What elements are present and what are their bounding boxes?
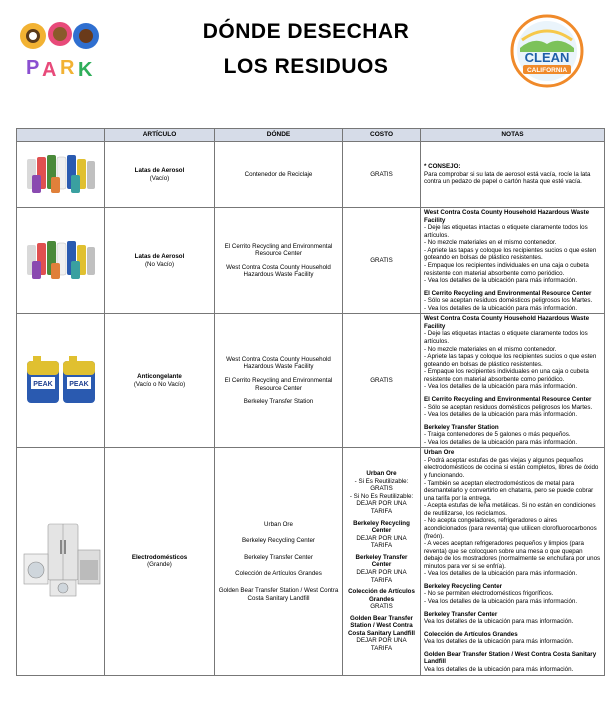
svg-text:R: R [60, 57, 75, 79]
notes-line: - A veces aceptan refrigeradores pequeños y limpios (para reventa) que se colocquen sobre una mesa o que quepan debajo de los mostradores (normalmente se enchufara por unos minutos para ver si se enfría). [424, 540, 601, 570]
cost-line: - Si No Es Reutilizable: [349, 492, 414, 500]
table-row [17, 208, 605, 314]
costo-cell: GRATIS [343, 314, 421, 448]
cost-block [345, 470, 418, 515]
donde-cell [215, 314, 343, 448]
donde-location: Berkeley Transfer Station [243, 398, 314, 406]
cost-line: - Si Es Reutilizable: [354, 477, 409, 485]
notes-line: - Vea los detalles de la ubicación para más información. [424, 277, 578, 285]
notes-heading: Berkeley Transfer Station [424, 423, 499, 431]
donde-location: Colección de Artículos Grandes [235, 570, 322, 578]
notes-heading: Berkeley Transfer Center [424, 610, 498, 618]
cost-line: TARIFA [370, 508, 393, 516]
table-row [17, 314, 605, 448]
notes-line: - Vea los detalles de la ubicación para más información. [424, 304, 578, 312]
articulo-name: Electrodomésticos [131, 553, 188, 561]
aerosol-image [17, 142, 105, 208]
notes-line: Vea los detalles de la ubicación para mas información. [424, 618, 574, 626]
antifreeze-image [17, 314, 105, 448]
articulo-cell [105, 142, 215, 208]
notes-line: - Acepta estufas de leña metálicas. Si no están en condiciones de reutilizarse, los reciclamos. [424, 502, 596, 517]
notes-line: - Empaque los recipientes individuales en una caja o cubeta resistente con material absorbente como periódico. [424, 368, 589, 383]
notes-line: - Sólo se aceptan residuos domésticos peligrosos los Martes. [424, 403, 593, 411]
logo-california-text: CALIFORNIA [526, 67, 568, 74]
notes-heading: Golden Bear Transfer Station / West Contra Costa Sanitary Landfill [424, 650, 597, 666]
header-articulo: ARTÍCULO [105, 129, 215, 142]
notes-heading: * CONSEJO: [424, 163, 461, 171]
notas-cell [421, 448, 605, 675]
notes-line: - Deje las etiquetas intactas o etiquete claramente todos los artículos. [424, 224, 588, 239]
donde-cell [215, 448, 343, 675]
page-title-line1: DÓNDE DESECHAR [202, 20, 410, 43]
header-donde: DÓNDE [215, 129, 343, 142]
waste-table [16, 128, 605, 676]
notes-heading: El Cerrito Recycling and Environmental Resource Center [424, 289, 592, 297]
articulo-cell [105, 208, 215, 314]
articulo-cell [105, 314, 215, 448]
cost-line: DEJAR POR UNA [356, 568, 407, 576]
costo-cell: GRATIS [343, 142, 421, 208]
svg-text:P: P [26, 57, 40, 79]
notes-line: - No se permiten electrodomésticos frigoríficos. [424, 590, 554, 598]
appliances-image-art [20, 520, 102, 600]
notes-line: - Vea los detalles de la ubicación para más información. [424, 570, 578, 578]
donde-location: Urban Ore [264, 520, 293, 528]
notes-heading: Colección de Artículos Grandes [424, 630, 518, 638]
notes-heading: El Cerrito Recycling and Environmental Resource Center [424, 395, 592, 403]
aerosol-cans-image [21, 149, 101, 197]
donde-location: El Cerrito Recycling and Environmental Resource Center [224, 242, 333, 258]
notes-line: - Apriete las tapas y coloque los recipientes sucios o que esten goteando en bolsas de plástico resistentes. [424, 353, 597, 368]
notes-line: - Sólo se aceptan residuos domésticos peligrosos los Martes. [424, 297, 593, 305]
notes-heading: Berkeley Recycling Center [424, 582, 503, 590]
notes-line: - No mezcle materiales en el mismo contenedor. [424, 345, 557, 353]
cost-line: TARIFA [370, 576, 393, 584]
notes-line: - Vea los detalles de la ubicación para más información. [424, 598, 578, 605]
cost-block [345, 588, 418, 611]
notes-line: - Empaque los recipientes individuales en una caja o cubeta resistente con material absorbente como periódico. [424, 261, 589, 277]
cost-line: DEJAR POR UNA [356, 637, 407, 645]
aerosol-cans-image [21, 235, 101, 283]
cost-line: DEJAR POR UNA [356, 534, 407, 542]
svg-text:K: K [78, 59, 93, 80]
notes-line: - Deje las etiquetas intactas o etiquete claramente todos los artículos. [424, 330, 588, 345]
donde-location: West Contra Costa County Household Hazardous Waste Facility [226, 263, 331, 279]
antifreeze-jugs-image [21, 353, 101, 407]
table-header-row [17, 129, 605, 142]
notes-line: - No acepta congeladores, refrigeradores o aires acondicionados (para reventa) que utilicen clorofluorocarbonos (freón). [424, 517, 597, 540]
cost-line: DEJAR POR UNA [356, 500, 407, 508]
cost-block [345, 520, 418, 550]
svg-text:A: A [42, 59, 57, 80]
page-title-line2: LOS RESIDUOS [223, 55, 389, 78]
notas-cell [421, 314, 605, 448]
donde-location: Berkeley Recycling Center [242, 537, 315, 545]
header-notas: NOTAS [421, 129, 605, 142]
donde-location: Berkeley Transfer Center [244, 553, 313, 561]
articulo-sub: (Vacío) [149, 174, 170, 182]
notes-heading: Urban Ore [424, 449, 455, 457]
donde-cell [215, 208, 343, 314]
notes-line: - Vea los detalles de la ubicación para más información. [424, 438, 578, 446]
donde-cell [215, 142, 343, 208]
notes-line: - Vea los detalles de la ubicación para más información. [424, 383, 578, 391]
cost-line: TARIFA [370, 645, 393, 653]
notes-line: - No mezcle materiales en el mismo contenedor. [424, 239, 557, 247]
cost-heading: Berkeley Transfer Center [355, 553, 408, 569]
notes-line: Vea los detalles de la ubicación para más información. [424, 665, 574, 673]
donde-location: Contenedor de Reciclaje [244, 170, 313, 178]
cost-heading: Berkeley Recycling Center [353, 519, 410, 535]
notes-line: - También se aceptan electrodomésticos de metal para desmantelarlo y convertirlo en chatarra, pero se puede cobrar una tarifa por la entrega. [424, 479, 594, 502]
cost-heading: Colección de Artículos Grandes [348, 588, 415, 603]
notes-line: - Apriete las tapas y coloque los recipientes sucios o que esten goteando en bolsas de plástico resistentes. [424, 246, 597, 262]
donde-location: Golden Bear Transfer Station / West Contra Costa Sanitary Landfill [218, 586, 339, 602]
cost-line: GRATIS [370, 485, 393, 493]
appliances-image [17, 448, 105, 675]
articulo-cell [105, 448, 215, 675]
donde-location: El Cerrito Recycling and Environmental Resource Center [224, 377, 333, 392]
svg-text:PEAK: PEAK [68, 380, 89, 388]
articulo-name: Latas de Aerosol [134, 166, 185, 174]
table-row [17, 448, 605, 675]
notes-heading: West Contra Costa County Household Hazardous Waste Facility [424, 315, 590, 330]
logo-clean-text: CLEAN [524, 50, 570, 65]
cost-line: TARIFA [370, 542, 393, 550]
notes-line: - Podrá aceptar estufas de gas viejas y algunos pequeños electrodomésticos de cocina si están completos, libres de óxido y funcionando. [424, 456, 599, 479]
cost-line: GRATIS [370, 603, 393, 611]
cost-block [345, 554, 418, 584]
articulo-sub: (Vacío o No Vacío) [133, 380, 186, 388]
cost-heading: Golden Bear Transfer Station / West Contra Costa Sanitary Landfill [347, 614, 416, 637]
articulo-sub: (No Vacío) [144, 260, 175, 268]
header-image [17, 129, 105, 142]
notas-cell [421, 142, 605, 208]
cost-block [345, 615, 418, 653]
notes-line: - Traiga contenedores de 5 galones o más pequeños. [424, 431, 571, 439]
articulo-name: Latas de Aerosol [134, 253, 185, 261]
clean-california-logo [510, 14, 584, 88]
notes-text: Para comprobar si su lata de aerosol está vacía, rocíe la lata contra un pedazo de papel o cartón hasta que esté vacía. [424, 170, 591, 186]
aerosol-image [17, 208, 105, 314]
notes-heading: West Contra Costa County Household Hazardous Waste Facility [424, 209, 590, 224]
svg-text:PEAK: PEAK [32, 380, 53, 388]
notas-cell [421, 208, 605, 314]
header-costo: COSTO [343, 129, 421, 142]
costo-cell [343, 448, 421, 675]
table-row [17, 142, 605, 208]
donde-location: West Contra Costa County Household Hazardous Waste Facility [226, 355, 331, 371]
notes-line: Vea los detalles de la ubicación para más información. [424, 638, 574, 646]
articulo-name: Anticongelante [137, 373, 182, 381]
notes-line: - Vea los detalles de la ubicación para más información. [424, 411, 578, 419]
articulo-sub: (Grande) [147, 561, 172, 569]
cost-heading: Urban Ore [366, 470, 397, 478]
costo-cell: GRATIS [343, 208, 421, 314]
